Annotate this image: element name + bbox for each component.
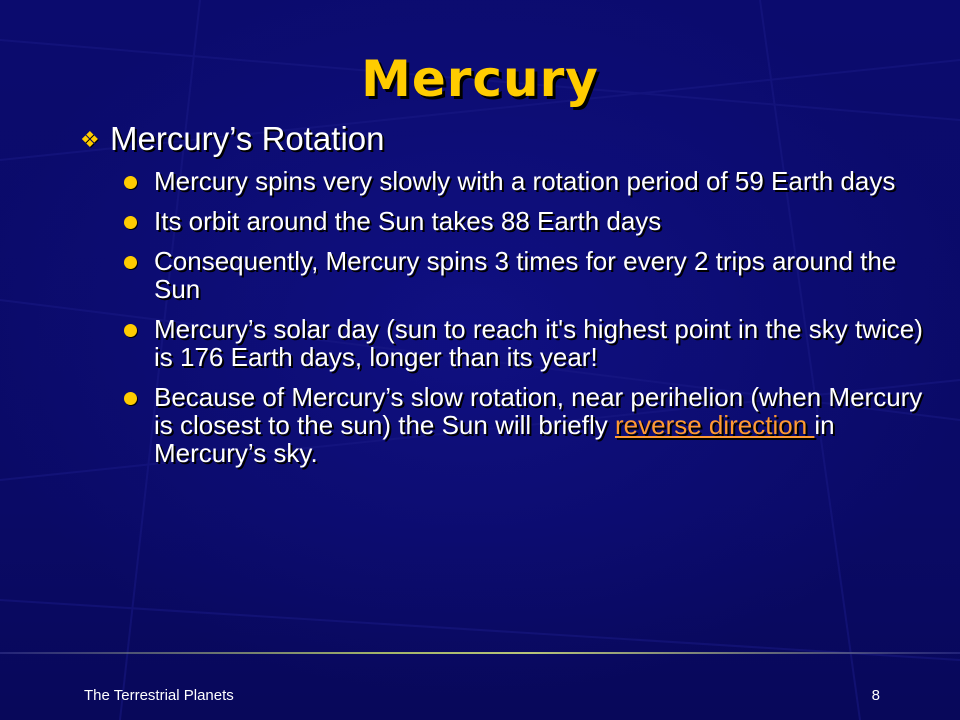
list-item-text-after: in Mercury’s sky. — [154, 410, 835, 468]
list-item — [124, 207, 924, 235]
list-item-text: Consequently, Mercury spins 3 times for every 2 trips around the Sun — [154, 246, 897, 304]
list-item — [124, 167, 924, 195]
list-item — [124, 315, 924, 371]
footer-divider — [0, 652, 960, 654]
bullet-dot-icon — [124, 176, 137, 189]
list-item-text: Mercury’s solar day (sun to reach it's highest point in the sky twice) is 176 Earth days, longer than its year! — [154, 314, 923, 372]
bullet-dot-icon — [124, 216, 137, 229]
section-heading-label: Mercury’s Rotation — [110, 120, 385, 157]
reverse-direction-link[interactable]: reverse direction — [614, 410, 815, 440]
list-item — [124, 383, 924, 467]
bullet-dot-icon — [124, 392, 137, 405]
page-number: 8 — [871, 687, 880, 704]
list-item-text: Mercury spins very slowly with a rotation period of 59 Earth days — [154, 166, 896, 196]
bullet-dot-icon — [124, 324, 137, 337]
bullet-dot-icon — [124, 256, 137, 269]
footer-title: The Terrestrial Planets — [84, 687, 234, 704]
list-item-text-before: Because of Mercury’s slow rotation, near perihelion (when Mercury is closest to the sun) the Sun will briefly — [154, 382, 923, 440]
bullet-list — [124, 167, 924, 479]
list-item — [124, 247, 924, 303]
diamond-bullet-icon: ❖ — [80, 127, 100, 152]
list-item-text: Its orbit around the Sun takes 88 Earth days — [154, 206, 662, 236]
section-heading — [80, 120, 385, 158]
slide-title: Mercury — [361, 50, 599, 108]
